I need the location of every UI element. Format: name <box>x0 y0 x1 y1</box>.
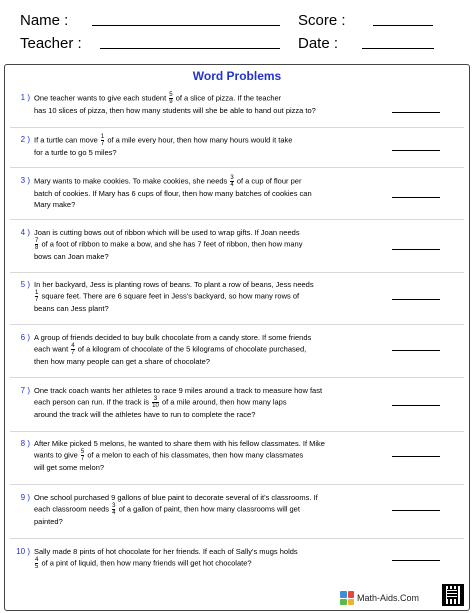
date-label: Date : <box>298 35 339 52</box>
problem-number: 6 ) <box>20 333 30 342</box>
score-field-line[interactable] <box>373 25 433 26</box>
divider <box>10 167 464 168</box>
divider <box>10 127 464 128</box>
problem-number: 3 ) <box>20 176 30 185</box>
problem-number: 5 ) <box>20 280 30 289</box>
problem-number: 7 ) <box>20 386 30 395</box>
brand-text: Math-Aids.Com <box>357 593 420 603</box>
answer-line[interactable] <box>392 150 440 151</box>
fraction: $\frac{7}{8}$ <box>35 238 39 251</box>
fraction: $\frac{3}{4}$ <box>230 175 234 188</box>
teacher-field-line[interactable] <box>100 48 280 49</box>
problem-text: If a turtle can move $\frac{1}{7}$ of a mile every hour, then how many hours would it take for a turtle to go 5 miles? <box>34 134 293 157</box>
footer-brand <box>340 591 419 605</box>
name-label: Name : <box>20 12 69 29</box>
divider <box>10 324 464 325</box>
problem-text: One teacher wants to give each student $\frac{5}{9}$ of a slice of pizza. If the teacher has 10 slices of pizza, then how many students will she be able to hand out pizza to? <box>34 92 316 115</box>
answer-line[interactable] <box>392 456 440 457</box>
qr-code-icon <box>442 584 464 606</box>
answer-line[interactable] <box>392 350 440 351</box>
answer-line[interactable] <box>392 249 440 250</box>
problem-text: Mary wants to make cookies. To make cookies, she needs $\frac{3}{4}$ of a cup of flour per batch of cookies. If Mary has 6 cups of flour, then how many batches of cookies can Mary make? <box>34 175 312 209</box>
fraction: $\frac{3}{10}$ <box>152 396 159 409</box>
problem-text: One track coach wants her athletes to race 9 miles around a track to measure how fast each person can run. If the track is $\frac{3}{10}$ of a mile around, then how many laps around the track will the athletes have to run to complete the race? <box>34 386 323 419</box>
answer-line[interactable] <box>392 405 440 406</box>
divider <box>10 272 464 273</box>
divider <box>10 538 464 539</box>
worksheet-title: Word Problems <box>192 69 282 83</box>
math-aids-logo-icon <box>340 591 354 605</box>
problem-text: A group of friends decided to buy bulk chocolate from a candy store. If some friends each want $\frac{4}{7}$ of a kilogram of chocolate of the 5 kilograms of chocolate purchased, then how many people can get a share of chocolate? <box>34 333 312 366</box>
divider <box>10 219 464 220</box>
divider <box>10 377 464 378</box>
answer-line[interactable] <box>392 510 440 511</box>
fraction: $\frac{4}{5}$ <box>35 557 39 570</box>
fraction: $\frac{3}{4}$ <box>112 503 116 516</box>
problem-text: In her backyard, Jess is planting rows of beans. To plant a row of beans, Jess needs $\frac{1}{7}$ square feet. There are 6 square feet in Jess's backyard, so how many rows of beans can Jess plant? <box>34 280 314 313</box>
problem-text: Sally made 8 pints of hot chocolate for her friends. If each of Sally's mugs holds $\frac{4}{5}$ of a pint of liquid, then how many friends will get hot chocolate? <box>34 547 298 570</box>
problem-number: 8 ) <box>20 439 30 448</box>
problem-number: 1 ) <box>20 93 30 102</box>
answer-line[interactable] <box>392 112 440 113</box>
answer-line[interactable] <box>392 197 440 198</box>
answer-line[interactable] <box>392 299 440 300</box>
problem-number: 2 ) <box>20 135 30 144</box>
name-field-line[interactable] <box>92 25 280 26</box>
fraction: $\frac{4}{7}$ <box>71 343 75 356</box>
problem-number: 4 ) <box>20 228 30 237</box>
teacher-label: Teacher : <box>20 35 82 52</box>
answer-line[interactable] <box>392 560 440 561</box>
date-field-line[interactable] <box>362 48 434 49</box>
problem-text: Joan is cutting bows out of ribbon which will be used to wrap gifts. If Joan needs $\frac{7}{8}$ of a foot of ribbon to make a bow, and she has 7 feet of ribbon, then how many bows can Joan make? <box>34 228 303 261</box>
fraction: $\frac{5}{7}$ <box>80 449 85 462</box>
problem-text: One school purchased 9 gallons of blue paint to decorate several of it's classrooms. If each classroom needs $\frac{3}{4}$ of a gallon of paint, then how many classrooms will get painted? <box>34 493 318 526</box>
fraction: $\frac{1}{7}$ <box>35 290 39 303</box>
divider <box>10 431 464 432</box>
score-label: Score : <box>298 12 346 29</box>
fraction: $\frac{1}{7}$ <box>100 134 105 147</box>
problem-text: After Mike picked 5 melons, he wanted to share them with his fellow classmates. If Mike wants to give $\frac{5}{7}$ of a melon to each of his classmates, then how many classmates will get some melon? <box>34 439 325 472</box>
divider <box>10 484 464 485</box>
fraction: $\frac{5}{9}$ <box>169 92 173 105</box>
problem-number: 10 ) <box>16 547 30 556</box>
problem-number: 9 ) <box>20 493 30 502</box>
